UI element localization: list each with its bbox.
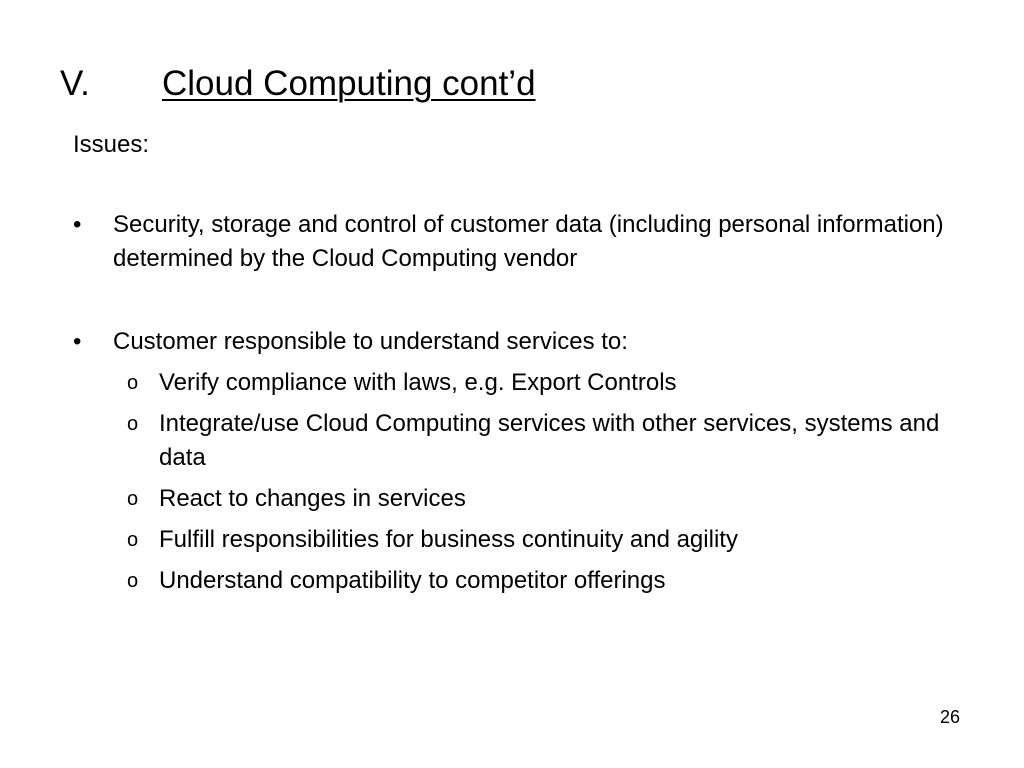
bullet-mark: • bbox=[73, 211, 82, 238]
sub-bullet-mark: o bbox=[127, 570, 139, 592]
title-text: Cloud Computing cont’d bbox=[162, 64, 536, 103]
sub-bullet-text: Understand compatibility to competitor offerings bbox=[159, 567, 666, 594]
sub-bullet-mark: o bbox=[127, 529, 139, 551]
bullet-text: Security, storage and control of customer data (including personal information) determined by the Cloud Computing vendor bbox=[113, 211, 944, 272]
intro-label: Issues: bbox=[73, 131, 150, 158]
sub-bullet-mark: o bbox=[127, 413, 139, 435]
page-number: 26 bbox=[940, 707, 961, 727]
sub-bullet-text: React to changes in services bbox=[159, 485, 466, 512]
sub-bullet-mark: o bbox=[127, 372, 139, 394]
bullet-text: Customer responsible to understand services to: bbox=[113, 328, 628, 355]
sub-bullet-text: Verify compliance with laws, e.g. Export Controls bbox=[159, 369, 677, 396]
sub-bullet-mark: o bbox=[127, 488, 139, 510]
sub-bullet-text: Integrate/use Cloud Computing services with other services, systems and data bbox=[159, 410, 940, 471]
section-number: V. bbox=[60, 64, 90, 103]
bullet-mark: • bbox=[73, 328, 82, 355]
sub-bullet-text: Fulfill responsibilities for business continuity and agility bbox=[159, 526, 738, 553]
